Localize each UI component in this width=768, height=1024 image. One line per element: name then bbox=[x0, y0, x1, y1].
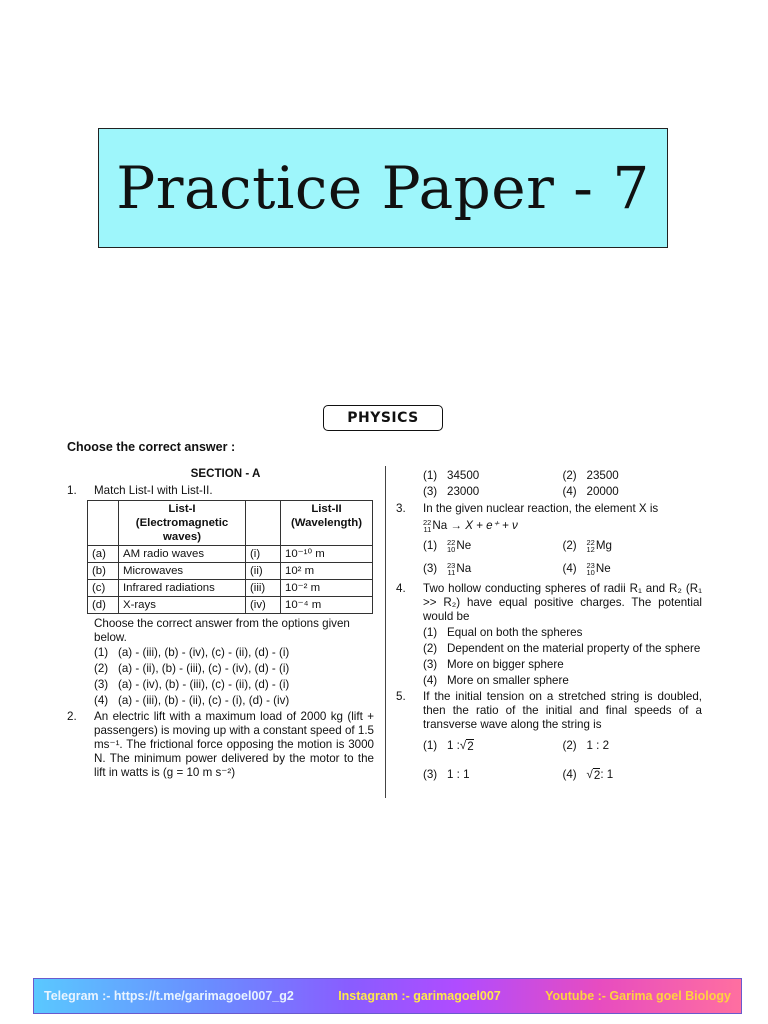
youtube-link[interactable]: Youtube :- Garima goel Biology bbox=[545, 989, 731, 1003]
section-title: SECTION - A bbox=[190, 467, 261, 480]
isotope-numbers bbox=[423, 519, 431, 533]
option-text: (a) - (iii), (b) - (iv), (c) - (ii), (d) - (i) bbox=[118, 646, 290, 659]
isotope-numbers bbox=[447, 562, 455, 576]
atomic-number: 10 bbox=[586, 568, 595, 578]
option-number: (1) bbox=[423, 739, 438, 753]
table-cell: (c) bbox=[88, 580, 119, 597]
question-number: 2. bbox=[67, 710, 77, 723]
option bbox=[423, 562, 563, 576]
table-cell: (a) bbox=[88, 546, 119, 563]
header-line: (Wavelength) bbox=[290, 517, 363, 529]
question-text: Two hollow conducting spheres of radii R₁ and R₂ (R₁ >> R₂) have equal positive charges. The potential would be bbox=[423, 582, 702, 624]
header-line: List-I bbox=[168, 503, 196, 515]
atomic-number: 12 bbox=[586, 545, 595, 555]
option bbox=[563, 539, 703, 553]
question-text: An electric lift with a maximum load of 2000 kg (lift + passengers) is moving up with a constant speed of 1.5 ms⁻¹. The frictional force opposing the motion is 3000 N. The minimum power delivered by the motor to the lift in watts is (g = 10 m s⁻²) bbox=[94, 710, 374, 779]
question-text: Match List-I with List-II. bbox=[94, 484, 213, 497]
question-text: In the given nuclear reaction, the element X is bbox=[423, 502, 659, 515]
table-cell: 10⁻¹⁰ m bbox=[281, 546, 373, 563]
option bbox=[563, 469, 703, 483]
option bbox=[94, 646, 374, 660]
option bbox=[423, 739, 563, 754]
option-number: (1) bbox=[423, 539, 438, 553]
right-column bbox=[396, 469, 702, 783]
instagram-link[interactable]: Instagram :- garimagoel007 bbox=[338, 989, 501, 1003]
option bbox=[563, 485, 703, 499]
table-header-cell bbox=[246, 501, 281, 546]
option bbox=[423, 642, 702, 656]
isotope-numbers bbox=[447, 539, 455, 553]
mass-number: 22 bbox=[586, 538, 595, 548]
question-number: 1. bbox=[67, 484, 77, 497]
option bbox=[563, 562, 703, 576]
table-header-cell bbox=[88, 501, 119, 546]
left-column bbox=[67, 467, 374, 780]
option-row bbox=[423, 739, 702, 754]
table-row bbox=[88, 546, 373, 563]
option-row bbox=[423, 768, 702, 783]
table-row bbox=[88, 580, 373, 597]
atomic-number: 10 bbox=[447, 545, 456, 555]
option-row bbox=[423, 469, 702, 483]
page-title: Practice Paper - 7 bbox=[116, 154, 650, 222]
radicand: 2 bbox=[593, 769, 601, 783]
table-cell: (iii) bbox=[246, 580, 281, 597]
option bbox=[423, 539, 563, 553]
title-box bbox=[98, 128, 668, 248]
element-symbol: Ne bbox=[456, 539, 472, 553]
option-text: 23500 bbox=[586, 469, 619, 482]
option bbox=[94, 694, 374, 708]
table-header-row bbox=[88, 501, 373, 546]
option bbox=[94, 662, 374, 676]
option-number: (2) bbox=[562, 539, 577, 553]
option-number: (4) bbox=[562, 485, 577, 498]
telegram-link[interactable]: Telegram :- https://t.me/garimagoel007_g2 bbox=[44, 989, 294, 1003]
header-line: waves) bbox=[163, 531, 201, 543]
mass-number: 23 bbox=[447, 561, 456, 571]
option-number: (4) bbox=[423, 674, 438, 688]
option bbox=[423, 674, 702, 688]
option bbox=[423, 768, 563, 783]
footer-banner bbox=[33, 978, 742, 1014]
isotope-numbers bbox=[587, 562, 595, 576]
option-row bbox=[423, 539, 702, 553]
option-text: 1 : bbox=[447, 739, 460, 753]
option-row bbox=[423, 485, 702, 499]
option-row bbox=[423, 562, 702, 576]
element-symbol: Na bbox=[456, 562, 472, 576]
table-cell: AM radio waves bbox=[119, 546, 246, 563]
option-text: (a) - (iv), (b) - (iii), (c) - (ii), (d) - (i) bbox=[118, 678, 290, 691]
sqrt-icon: √ bbox=[459, 739, 467, 753]
table-row bbox=[88, 597, 373, 614]
question-3 bbox=[396, 502, 702, 516]
question-number: 3. bbox=[396, 502, 406, 515]
question-2 bbox=[67, 710, 374, 780]
table-cell: 10⁻⁴ m bbox=[281, 597, 373, 614]
table-cell: (iv) bbox=[246, 597, 281, 614]
table-cell: 10⁻² m bbox=[281, 580, 373, 597]
option-number: (4) bbox=[562, 562, 577, 576]
option bbox=[94, 678, 374, 692]
option-text: (a) - (iii), (b) - (ii), (c) - (i), (d) - (iv) bbox=[118, 694, 290, 707]
option-text: : 1 bbox=[600, 768, 614, 782]
instruction: Choose the correct answer : bbox=[67, 440, 236, 454]
reaction-rest: → X + e⁺ + ν bbox=[450, 519, 518, 533]
question-prompt: Choose the correct answer from the options given below. bbox=[94, 617, 350, 644]
table-row bbox=[88, 563, 373, 580]
option-number: (4) bbox=[94, 694, 109, 707]
option-number: (2) bbox=[423, 642, 438, 656]
atomic-number: 11 bbox=[447, 568, 456, 578]
atomic-number: 11 bbox=[423, 525, 432, 534]
option-number: (2) bbox=[562, 469, 577, 482]
option-text: More on smaller sphere bbox=[447, 674, 569, 688]
table-cell: Infrared radiations bbox=[119, 580, 246, 597]
column-divider bbox=[385, 466, 386, 798]
option bbox=[423, 658, 702, 672]
option-text: Dependent on the material property of the sphere bbox=[447, 642, 701, 656]
option-number: (1) bbox=[423, 469, 438, 482]
option-number: (3) bbox=[423, 562, 438, 576]
element-symbol: Mg bbox=[595, 539, 612, 553]
option-number: (3) bbox=[423, 768, 438, 782]
question-number: 5. bbox=[396, 690, 406, 704]
option-number: (2) bbox=[562, 739, 577, 753]
question-number: 4. bbox=[396, 582, 406, 596]
match-table bbox=[87, 500, 373, 614]
option bbox=[423, 626, 702, 640]
option-text: 20000 bbox=[586, 485, 619, 498]
option-text: 23000 bbox=[447, 485, 480, 498]
option-number: (1) bbox=[423, 626, 438, 640]
mass-number: 23 bbox=[586, 561, 595, 571]
table-cell: (d) bbox=[88, 597, 119, 614]
question-text: If the initial tension on a stretched string is doubled, then the ratio of the initial and final speeds of a transverse wave along the string is bbox=[423, 690, 702, 732]
table-cell: (i) bbox=[246, 546, 281, 563]
question-4 bbox=[396, 582, 702, 624]
mass-number: 22 bbox=[447, 538, 456, 548]
option bbox=[563, 739, 703, 754]
option-text: 1 : 1 bbox=[447, 768, 470, 782]
header-line: List-II bbox=[311, 503, 342, 515]
option bbox=[563, 768, 703, 783]
option-number: (3) bbox=[94, 678, 109, 691]
radicand: 2 bbox=[467, 740, 474, 754]
question-1 bbox=[67, 484, 374, 498]
option bbox=[423, 485, 563, 499]
sqrt-icon: √ bbox=[586, 768, 593, 782]
option-number: (1) bbox=[94, 646, 109, 659]
option-number: (3) bbox=[423, 485, 438, 498]
option bbox=[423, 469, 563, 483]
isotope-numbers bbox=[587, 539, 595, 553]
element-symbol: Na bbox=[432, 519, 448, 533]
option-text: 1 : 2 bbox=[586, 739, 610, 753]
table-header-list1 bbox=[119, 501, 246, 546]
table-cell: 10² m bbox=[281, 563, 373, 580]
mass-number: 22 bbox=[423, 518, 432, 527]
subject-badge: PHYSICS bbox=[323, 405, 443, 431]
option-text: (a) - (ii), (b) - (iii), (c) - (iv), (d) - (i) bbox=[118, 662, 290, 675]
nuclear-reaction bbox=[423, 519, 702, 533]
table-header-list2 bbox=[281, 501, 373, 546]
table-cell: Microwaves bbox=[119, 563, 246, 580]
question-5 bbox=[396, 690, 702, 732]
option-number: (4) bbox=[562, 768, 577, 782]
option-number: (2) bbox=[94, 662, 109, 675]
element-symbol: Ne bbox=[595, 562, 611, 576]
table-cell: X-rays bbox=[119, 597, 246, 614]
header-line: (Electromagnetic bbox=[135, 517, 229, 529]
option-text: More on bigger sphere bbox=[447, 658, 564, 672]
option-text: Equal on both the spheres bbox=[447, 626, 583, 640]
table-cell: (ii) bbox=[246, 563, 281, 580]
option-text: 34500 bbox=[447, 469, 480, 482]
option-number: (3) bbox=[423, 658, 438, 672]
table-cell: (b) bbox=[88, 563, 119, 580]
